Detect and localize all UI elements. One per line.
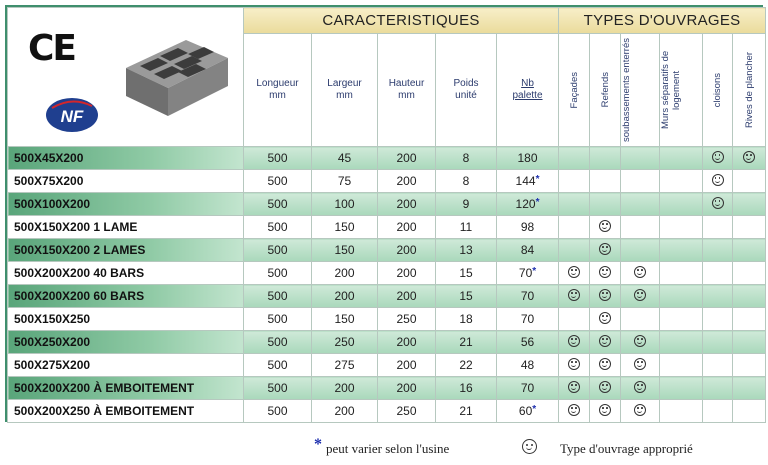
longueur-value: 500 (244, 377, 312, 400)
type-cell (559, 239, 590, 262)
type-cell (621, 216, 660, 239)
table-row (8, 377, 766, 400)
largeur-value: 250 (312, 331, 378, 354)
smiley-icon (712, 174, 724, 186)
largeur-value: 45 (312, 147, 378, 170)
largeur-value: 275 (312, 354, 378, 377)
type-cell (559, 400, 590, 423)
type-cell (703, 377, 733, 400)
type-cell (703, 354, 733, 377)
product-name: 500X150X250 (8, 308, 244, 331)
type-cell (660, 147, 703, 170)
type-cell (590, 377, 621, 400)
nb-palette-number: 70 (518, 266, 533, 280)
legend-text: Type d'ouvrage approprié (560, 441, 693, 456)
type-cell (733, 285, 766, 308)
nb-palette-value (497, 193, 559, 216)
col-largeur: Largeur mm (312, 34, 378, 147)
poids-value: 9 (436, 193, 497, 216)
col-hauteur: Hauteur mm (378, 34, 436, 147)
type-cell (590, 285, 621, 308)
type-cell (733, 377, 766, 400)
smiley-icon (599, 358, 611, 370)
col-refends: Refends (590, 34, 621, 147)
col-soubassements: soubassements enterrés (621, 34, 660, 147)
type-cell (590, 354, 621, 377)
poids-value: 21 (436, 400, 497, 423)
col-nb-palette: Nb palette (497, 34, 559, 147)
concrete-block-image (116, 30, 236, 120)
type-cell (559, 285, 590, 308)
longueur-value: 500 (244, 285, 312, 308)
type-cell (660, 239, 703, 262)
nb-palette-number: 70 (520, 289, 535, 303)
nb-palette-value (497, 147, 559, 170)
type-cell (703, 285, 733, 308)
variation-star: * (532, 404, 537, 415)
type-cell (559, 170, 590, 193)
type-cell (590, 239, 621, 262)
product-name: 500X250X200 (8, 331, 244, 354)
type-cell (703, 170, 733, 193)
type-cell (559, 377, 590, 400)
largeur-value: 150 (312, 308, 378, 331)
nb-palette-number: 180 (517, 151, 538, 165)
footnote-text: peut varier selon l'usine (326, 441, 450, 456)
table-row (8, 285, 766, 308)
type-cell (590, 262, 621, 285)
hauteur-value: 200 (378, 377, 436, 400)
smiley-icon (599, 335, 611, 347)
largeur-value: 200 (312, 400, 378, 423)
type-cell (590, 170, 621, 193)
longueur-value: 500 (244, 354, 312, 377)
nb-palette-value (497, 285, 559, 308)
nb-palette-value (497, 239, 559, 262)
type-cell (733, 170, 766, 193)
footnote-star: * (314, 436, 322, 453)
type-cell (621, 400, 660, 423)
longueur-value: 500 (244, 239, 312, 262)
type-cell (660, 331, 703, 354)
table-row (8, 216, 766, 239)
type-cell (660, 377, 703, 400)
type-cell (559, 331, 590, 354)
smiley-icon (599, 243, 611, 255)
type-cell (621, 193, 660, 216)
type-cell (559, 354, 590, 377)
largeur-value: 150 (312, 239, 378, 262)
longueur-value: 500 (244, 147, 312, 170)
col-facades: Façades (559, 34, 590, 147)
nf-logo-text: NF (60, 107, 84, 126)
type-cell (590, 216, 621, 239)
table-row (8, 170, 766, 193)
smiley-icon (599, 266, 611, 278)
poids-value: 16 (436, 377, 497, 400)
table-row (8, 400, 766, 423)
poids-value: 21 (436, 331, 497, 354)
table-row (8, 193, 766, 216)
nb-palette-number: 84 (520, 243, 535, 257)
table-row (8, 354, 766, 377)
longueur-value: 500 (244, 216, 312, 239)
product-name: 500X45X200 (8, 147, 244, 170)
type-cell (703, 331, 733, 354)
type-cell (703, 239, 733, 262)
hauteur-value: 200 (378, 147, 436, 170)
product-name: 500X200X200 À EMBOITEMENT (8, 377, 244, 400)
type-cell (559, 193, 590, 216)
product-table-frame (5, 5, 763, 422)
product-name: 500X200X200 40 BARS (8, 262, 244, 285)
type-cell (733, 262, 766, 285)
type-cell (660, 262, 703, 285)
type-cell (733, 216, 766, 239)
type-cell (590, 400, 621, 423)
type-cell (733, 239, 766, 262)
smiley-icon (599, 312, 611, 324)
type-cell (660, 193, 703, 216)
type-cell (703, 193, 733, 216)
nf-logo (44, 94, 100, 134)
hauteur-value: 200 (378, 193, 436, 216)
nb-palette-value (497, 170, 559, 193)
poids-value: 13 (436, 239, 497, 262)
poids-value: 15 (436, 285, 497, 308)
variation-star: * (535, 174, 540, 185)
hauteur-value: 200 (378, 331, 436, 354)
ce-mark-logo: CE (28, 28, 76, 69)
nb-palette-value (497, 308, 559, 331)
type-cell (703, 147, 733, 170)
longueur-value: 500 (244, 308, 312, 331)
product-name: 500X200X250 À EMBOITEMENT (8, 400, 244, 423)
hauteur-value: 200 (378, 285, 436, 308)
type-cell (559, 147, 590, 170)
col-cloisons: cloisons (703, 34, 733, 147)
variation-star: * (532, 266, 537, 277)
largeur-value: 200 (312, 262, 378, 285)
product-name: 500X75X200 (8, 170, 244, 193)
col-longueur: Longueur mm (244, 34, 312, 147)
type-cell (660, 308, 703, 331)
largeur-value: 200 (312, 377, 378, 400)
smiley-icon (599, 289, 611, 301)
smiley-icon (568, 404, 580, 416)
smiley-icon (599, 220, 611, 232)
col-murs-separatifs: Murs séparatifs de logement (660, 34, 703, 147)
variation-star: * (535, 197, 540, 208)
product-name: 500X150X200 2 LAMES (8, 239, 244, 262)
nb-palette-value (497, 262, 559, 285)
hauteur-value: 200 (378, 239, 436, 262)
type-cell (660, 285, 703, 308)
largeur-value: 75 (312, 170, 378, 193)
type-cell (559, 262, 590, 285)
table-row (8, 262, 766, 285)
smiley-icon (634, 266, 646, 278)
poids-value: 22 (436, 354, 497, 377)
nb-palette-value (497, 331, 559, 354)
smiley-icon (522, 439, 537, 454)
hauteur-value: 200 (378, 262, 436, 285)
type-cell (590, 147, 621, 170)
hauteur-value: 200 (378, 216, 436, 239)
table-row (8, 308, 766, 331)
type-cell (621, 170, 660, 193)
type-cell (733, 193, 766, 216)
hauteur-value: 200 (378, 170, 436, 193)
caracteristiques-header: CARACTERISTIQUES (244, 8, 559, 34)
type-cell (621, 262, 660, 285)
smiley-icon (634, 404, 646, 416)
nb-palette-value (497, 354, 559, 377)
smiley-icon (634, 289, 646, 301)
smiley-icon (568, 381, 580, 393)
type-cell (733, 400, 766, 423)
hauteur-value: 250 (378, 400, 436, 423)
longueur-value: 500 (244, 331, 312, 354)
smiley-icon (568, 358, 580, 370)
smiley-icon (568, 335, 580, 347)
type-cell (590, 308, 621, 331)
nb-palette-number: 120 (515, 197, 536, 211)
table-row (8, 331, 766, 354)
largeur-value: 150 (312, 216, 378, 239)
types-ouvrages-header: TYPES D'OUVRAGES (559, 8, 766, 34)
hauteur-value: 250 (378, 308, 436, 331)
nb-palette-value (497, 400, 559, 423)
type-cell (559, 308, 590, 331)
type-cell (559, 216, 590, 239)
nb-palette-value (497, 377, 559, 400)
nb-palette-value (497, 216, 559, 239)
smiley-icon (712, 151, 724, 163)
table-row (8, 239, 766, 262)
largeur-value: 200 (312, 285, 378, 308)
smiley-icon (634, 358, 646, 370)
footer-legend (0, 436, 768, 460)
poids-value: 8 (436, 170, 497, 193)
smiley-icon (599, 404, 611, 416)
type-cell (703, 400, 733, 423)
type-cell (660, 170, 703, 193)
longueur-value: 500 (244, 262, 312, 285)
type-cell (703, 262, 733, 285)
characteristics-table (7, 7, 766, 423)
smiley-icon (599, 381, 611, 393)
nb-palette-number: 60 (518, 404, 533, 418)
logo-area (8, 8, 244, 147)
hauteur-value: 200 (378, 354, 436, 377)
type-cell (703, 308, 733, 331)
table-row (8, 147, 766, 170)
nb-palette-number: 98 (520, 220, 535, 234)
type-cell (621, 239, 660, 262)
type-cell (590, 331, 621, 354)
type-cell (590, 193, 621, 216)
col-rives-de-plancher: Rives de plancher (733, 34, 766, 147)
smiley-icon (712, 197, 724, 209)
type-cell (703, 216, 733, 239)
poids-value: 18 (436, 308, 497, 331)
smiley-icon (568, 289, 580, 301)
largeur-value: 100 (312, 193, 378, 216)
type-cell (660, 354, 703, 377)
nb-palette-number: 70 (520, 381, 535, 395)
type-cell (621, 331, 660, 354)
product-name: 500X100X200 (8, 193, 244, 216)
smiley-icon (568, 266, 580, 278)
product-name: 500X150X200 1 LAME (8, 216, 244, 239)
type-cell (660, 216, 703, 239)
longueur-value: 500 (244, 170, 312, 193)
product-name: 500X275X200 (8, 354, 244, 377)
nb-palette-number: 144 (515, 174, 536, 188)
smiley-icon (743, 151, 755, 163)
type-cell (733, 331, 766, 354)
poids-value: 11 (436, 216, 497, 239)
type-cell (621, 308, 660, 331)
type-cell (621, 285, 660, 308)
smiley-icon (634, 335, 646, 347)
nb-palette-number: 56 (520, 335, 535, 349)
smiley-icon (634, 381, 646, 393)
type-cell (621, 377, 660, 400)
poids-value: 8 (436, 147, 497, 170)
nb-palette-number: 70 (520, 312, 535, 326)
type-cell (660, 400, 703, 423)
type-cell (733, 308, 766, 331)
longueur-value: 500 (244, 193, 312, 216)
type-cell (733, 354, 766, 377)
nb-palette-number: 48 (520, 358, 535, 372)
longueur-value: 500 (244, 400, 312, 423)
col-poids: Poids unité (436, 34, 497, 147)
poids-value: 15 (436, 262, 497, 285)
type-cell (621, 354, 660, 377)
product-name: 500X200X200 60 BARS (8, 285, 244, 308)
type-cell (621, 147, 660, 170)
type-cell (733, 147, 766, 170)
